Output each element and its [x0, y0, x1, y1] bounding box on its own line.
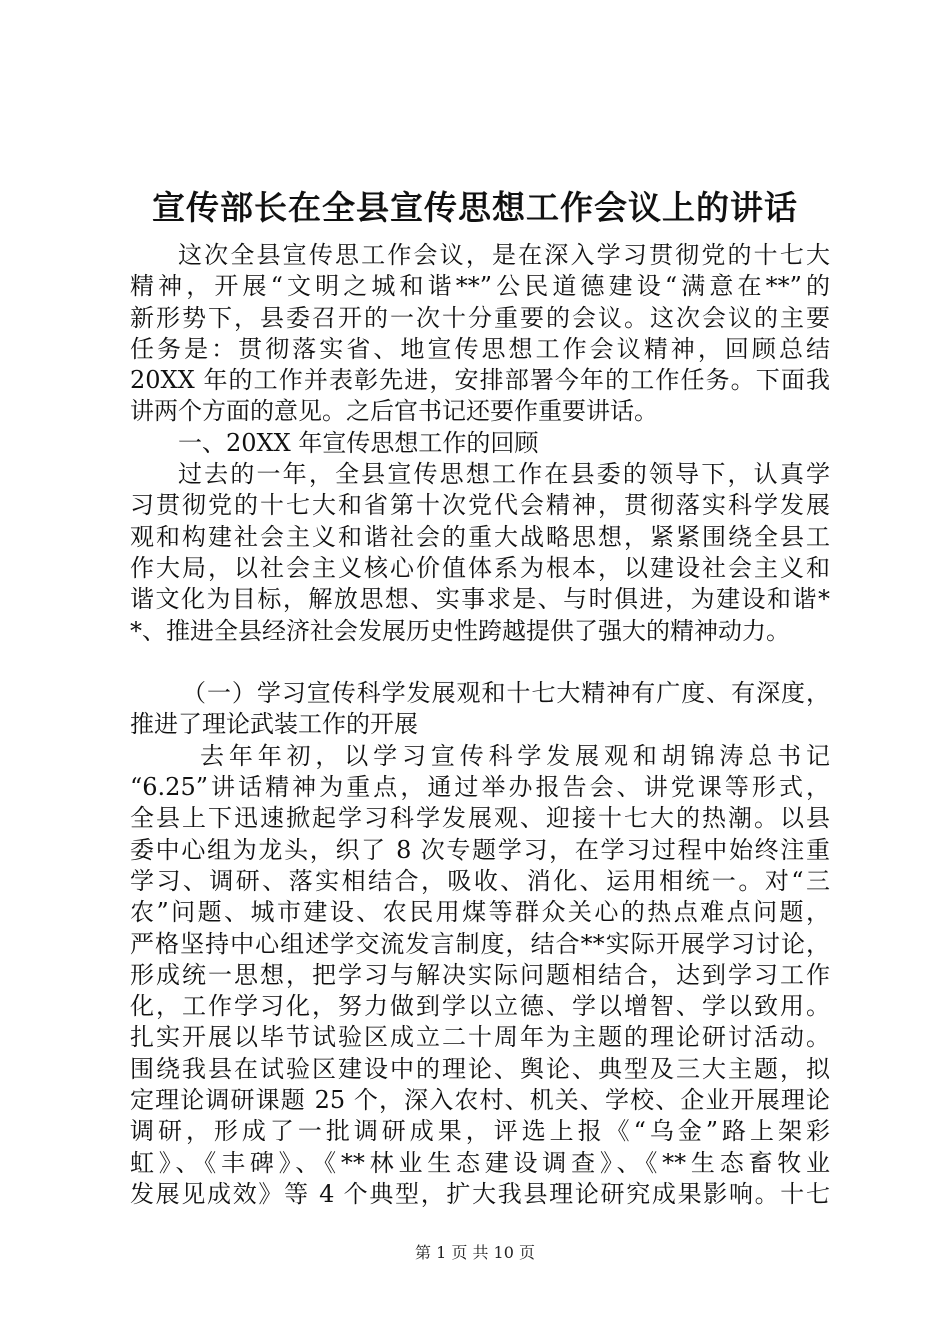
paragraph-line: 学习、调研、落实相结合，吸收、消化、运用相统一。对“三 — [130, 866, 830, 895]
paragraph-line: 20XX 年的工作并表彰先进，安排部署今年的工作任务。下面我 — [130, 366, 830, 395]
paragraph-gap — [130, 647, 830, 678]
paragraph-line: 习贯彻党的十七大和省第十次党代会精神，贯彻落实科学发展 — [130, 491, 830, 520]
paragraph-line: 虹》、《丰碑》、《**林业生态建设调查》、《**生态畜牧业 — [130, 1148, 830, 1177]
document-body — [130, 240, 830, 1210]
paragraph-line: 形成统一思想，把学习与解决实际问题相结合，达到学习工作 — [130, 960, 830, 989]
subsection-heading: 推进了理论武装工作的开展 — [130, 710, 418, 739]
paragraph-line: 委中心组为龙头，织了 8 次专题学习，在学习过程中始终注重 — [130, 835, 830, 864]
paragraph-line: 过去的一年，全县宣传思想工作在县委的领导下，认真学 — [178, 460, 830, 489]
paragraph-line: 围绕我县在试验区建设中的理论、舆论、典型及三大主题，拟 — [130, 1054, 830, 1083]
paragraph-line: 化，工作学习化，努力做到学以立德、学以增智、学以致用。 — [130, 992, 830, 1021]
paragraph-line: 观和构建社会主义和谐社会的重大战略思想，紧紧围绕全县工 — [130, 522, 830, 551]
paragraph-line: 严格坚持中心组述学交流发言制度，结合**实际开展学习讨论， — [130, 929, 830, 958]
paragraph-line: 发展见成效》等 4 个典型，扩大我县理论研究成果影响。十七 — [130, 1179, 830, 1208]
paragraph-line: 作大局，以社会主义核心价值体系为根本，以建设社会主义和 — [130, 553, 830, 582]
paragraph-line: 扎实开展以毕节试验区成立二十周年为主题的理论研讨活动。 — [130, 1023, 830, 1052]
page-number-footer: 第 1 页 共 10 页 — [415, 1243, 535, 1262]
paragraph-line: 任务是：贯彻落实省、地宣传思想工作会议精神，回顾总结 — [130, 334, 830, 363]
document-title: 宣传部长在全县宣传思想工作会议上的讲话 — [152, 188, 798, 227]
paragraph-line: 精神，开展“文明之城和谐**”公民道德建设“满意在**”的 — [130, 272, 830, 301]
paragraph-line: *、推进全县经济社会发展历史性跨越提供了强大的精神动力。 — [130, 616, 790, 645]
paragraph-line: 全县上下迅速掀起学习科学发展观、迎接十七大的热潮。以县 — [130, 804, 830, 833]
paragraph-line: 定理论调研课题 25 个，深入农村、机关、学校、企业开展理论 — [130, 1086, 830, 1115]
paragraph-line: 这次全县宣传思工作会议，是在深入学习贯彻党的十七大 — [178, 241, 830, 269]
paragraph-line: “6.25”讲话精神为重点，通过举办报告会、讲党课等形式， — [130, 773, 830, 802]
paragraph-line: 新形势下，县委召开的一次十分重要的会议。这次会议的主要 — [130, 303, 830, 332]
paragraph-line: 讲两个方面的意见。之后官书记还要作重要讲话。 — [130, 397, 658, 426]
paragraph-line: 调研，形成了一批调研成果，评选上报《“乌金”路上架彩 — [130, 1117, 830, 1146]
subsection-heading: （一）学习宣传科学发展观和十七大精神有广度、有深度， — [182, 679, 830, 708]
paragraph-line: 谐文化为目标，解放思想、实事求是、与时俱进，为建设和谐* — [130, 585, 830, 614]
section-heading: 一、20XX 年宣传思想工作的回顾 — [178, 428, 539, 457]
paragraph-line: 农”问题、城市建设、农民用煤等群众关心的热点难点问题， — [130, 898, 830, 927]
paragraph-line: 去年年初，以学习宣传科学发展观和胡锦涛总书记 — [200, 741, 830, 770]
